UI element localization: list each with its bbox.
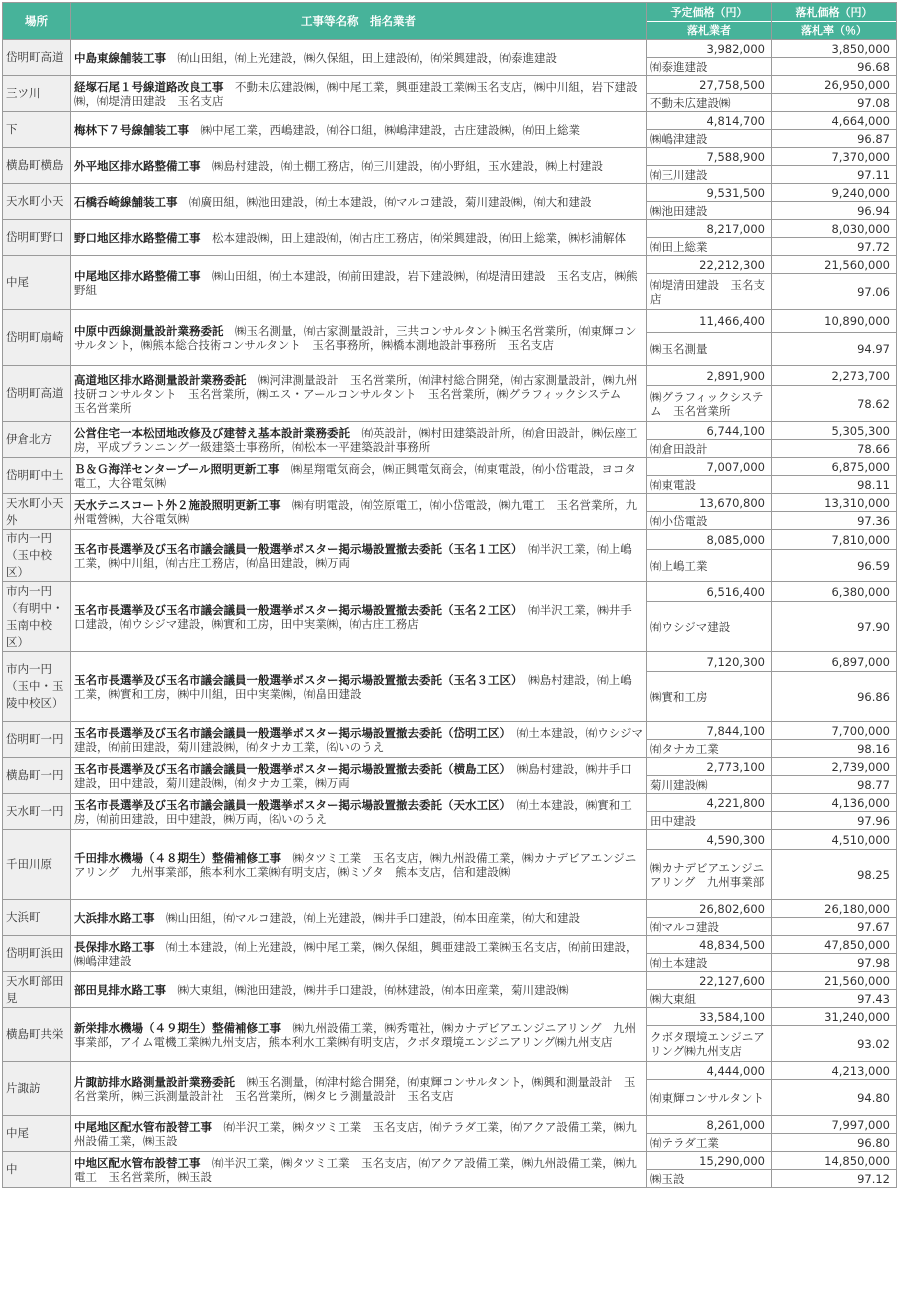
row-location: 市内一円（有明中・玉南中校区） — [3, 582, 71, 652]
planned-price: 27,758,500 — [647, 76, 772, 94]
winning-bidder: ㈲ウシジマ建設 — [647, 602, 772, 652]
project-title: 中尾地区配水管布設替工事 — [74, 1119, 212, 1134]
project-title: 玉名市長選挙及び玉名市議会議員一般選挙ポスター掲示場設置撤去委託（横島工区） — [74, 761, 506, 776]
row-location: 岱明町浜田 — [3, 936, 71, 972]
bidder-list: ㈱タツミ工業 玉名支店，㈱九州設備工業，㈱カナデビアエンジニアリング 九州事業部，熊本利水工業㈱有明支店，㈱ミゾタ 熊本支店，信和建設㈱ — [74, 850, 637, 879]
row-project — [71, 422, 647, 458]
table-row — [3, 758, 897, 776]
project-title-gap — [166, 983, 178, 997]
header-winning-price-rate — [772, 3, 897, 40]
winning-rate: 97.06 — [772, 274, 897, 310]
winning-rate: 98.16 — [772, 740, 897, 758]
bidder-list: ㈱島村建設，㈱井手口建設，田中建設，菊川建設㈱，㈲タナカ工業，㈱万両 — [74, 761, 632, 790]
project-title: 千田排水機場（４８期生）整備補修工事 — [74, 850, 281, 865]
winning-price: 5,305,300 — [772, 422, 897, 440]
row-project — [71, 1062, 647, 1116]
table-row — [3, 794, 897, 812]
project-title: 玉名市長選挙及び玉名市議会議員一般選挙ポスター掲示場設置撤去委託（玉名１工区） — [74, 541, 517, 556]
project-title-gap — [201, 269, 213, 283]
header-row — [3, 3, 897, 40]
winning-bidder: ㈲テラダ工業 — [647, 1134, 772, 1152]
table-row — [3, 900, 897, 918]
project-title: 部田見排水路工事 — [74, 982, 166, 997]
table-row — [3, 76, 897, 94]
winning-price: 4,213,000 — [772, 1062, 897, 1080]
planned-price: 13,670,800 — [647, 494, 772, 512]
row-location: 岱明町野口 — [3, 220, 71, 256]
winning-bidder: ㈲マルコ建設 — [647, 918, 772, 936]
table-row — [3, 1116, 897, 1134]
header-location: 場所 — [3, 3, 71, 40]
bidder-list: ㈱大東組，㈱池田建設，㈱井手口建設，㈲林建設，㈲本田産業，菊川建設㈱ — [177, 982, 569, 997]
bidder-list: ㈲土本建設，㈱實和工房，㈲前田建設，田中建設，㈱万両，㈴いのうえ — [74, 797, 632, 826]
row-location: 中尾 — [3, 1116, 71, 1152]
winning-price: 10,890,000 — [772, 310, 897, 333]
row-location: 千田川原 — [3, 830, 71, 900]
project-title: 玉名市長選挙及び玉名市議会議員一般選挙ポスター掲示場設置撤去委託（玉名３工区） — [74, 672, 517, 687]
project-title: 天水テニスコート外２施設照明更新工事 — [74, 497, 281, 512]
winning-bidder: ㈱嶋津建設 — [647, 130, 772, 148]
row-location: 天水町部田見 — [3, 972, 71, 1008]
table-row — [3, 652, 897, 672]
table-row — [3, 148, 897, 166]
row-location: 横島町共栄 — [3, 1008, 71, 1062]
project-title: 公営住宅一本松団地改修及び建替え基本設計業務委託 — [74, 425, 350, 440]
winning-price: 7,370,000 — [772, 148, 897, 166]
winning-rate: 94.97 — [772, 333, 897, 366]
header-planned-price: 予定価格（円） — [670, 5, 748, 19]
project-title: 玉名市長選挙及び玉名市議会議員一般選挙ポスター掲示場設置撤去委託（玉名２工区） — [74, 602, 517, 617]
winning-rate: 97.72 — [772, 238, 897, 256]
bidder-list: ㈱島村建設，㈲上嶋工業，㈱實和工房，㈱中川組，田中実業㈱，㈲畠田建設 — [74, 672, 632, 701]
bidder-list: ㈲半沢工業，㈱井手口建設，㈲ウシジマ建設，㈱實和工房，田中実業㈱，㈲古庄工務店 — [74, 602, 632, 631]
row-project — [71, 1008, 647, 1062]
bidder-list: ㈱玉名測量，㈲古家測量設計，三共コンサルタント㈱玉名営業所，㈲東輝コンサルタント，㈱熊本総合技術コンサルタント 玉名事務所，㈱橋本測地設計事務所 玉名支店 — [74, 323, 637, 352]
winning-bidder: ㈱グラフィックシステム 玉名営業所 — [647, 386, 772, 422]
project-title: 玉名市長選挙及び玉名市議会議員一般選挙ポスター掲示場設置撤去委託（天水工区） — [74, 797, 506, 812]
project-title-gap — [235, 1075, 247, 1089]
winning-rate: 97.08 — [772, 94, 897, 112]
project-title-gap — [224, 80, 236, 94]
project-title: 中地区配水管布設替工事 — [74, 1155, 201, 1170]
winning-bidder: ㈱玉設 — [647, 1170, 772, 1188]
winning-rate: 96.68 — [772, 58, 897, 76]
planned-price: 48,834,500 — [647, 936, 772, 954]
bidder-list: ㈲土本建設，㈲ウシジマ建設，㈲前田建設，菊川建設㈱，㈲タナカ工業，㈴いのうえ — [74, 725, 643, 754]
winning-price: 2,273,700 — [772, 366, 897, 386]
row-project — [71, 530, 647, 582]
row-project — [71, 1116, 647, 1152]
row-project — [71, 112, 647, 148]
row-project — [71, 1152, 647, 1188]
bidder-list: ㈲半沢工業，㈲上嶋工業，㈱中川組，㈲古庄工務店，㈲畠田建設，㈱万両 — [74, 541, 632, 570]
header-rate: 落札率（％） — [772, 21, 896, 39]
winning-rate: 98.25 — [772, 850, 897, 900]
winning-bidder: ㈲東輝コンサルタント — [647, 1080, 772, 1116]
row-project — [71, 256, 647, 310]
project-title: 新栄排水機場（４９期生）整備補修工事 — [74, 1020, 281, 1035]
row-project — [71, 758, 647, 794]
winning-rate: 97.98 — [772, 954, 897, 972]
winning-price: 13,310,000 — [772, 494, 897, 512]
project-title: 経塚石尾１号線道路改良工事 — [74, 79, 224, 94]
table-row — [3, 366, 897, 386]
row-project — [71, 722, 647, 758]
row-project — [71, 148, 647, 184]
row-project — [71, 220, 647, 256]
winning-price: 14,850,000 — [772, 1152, 897, 1170]
winning-rate: 96.86 — [772, 672, 897, 722]
winning-rate: 97.90 — [772, 602, 897, 652]
project-title-gap — [201, 159, 213, 173]
winning-price: 4,510,000 — [772, 830, 897, 850]
bidder-list: ㈱有明電設，㈲笠原電工，㈲小岱電設，㈱九電工 玉名営業所，九州電營㈱，大谷電気㈱ — [74, 497, 638, 526]
planned-price: 11,466,400 — [647, 310, 772, 333]
planned-price: 9,531,500 — [647, 184, 772, 202]
project-title: 石橋呑崎線舗装工事 — [74, 194, 178, 209]
bidder-list: ㈲土本建設，㈲上光建設，㈱中尾工業，㈱久保組，興亜建設工業㈱玉名支店，㈲前田建設，㈱嶋津建設 — [74, 939, 638, 968]
project-title: 梅林下７号線舗装工事 — [74, 122, 189, 137]
planned-price: 7,844,100 — [647, 722, 772, 740]
row-project — [71, 652, 647, 722]
winning-rate: 96.94 — [772, 202, 897, 220]
bidder-list: ㈲英設計，㈱村田建築設計所，㈲倉田設計，㈱伝座工房，平成プランニング一級建築士事務所，㈲松本一平建築設計事務所 — [74, 425, 638, 454]
table-row — [3, 422, 897, 440]
winning-price: 26,180,000 — [772, 900, 897, 918]
winning-price: 31,240,000 — [772, 1008, 897, 1026]
row-location: 岱明町高道 — [3, 366, 71, 422]
project-title-gap — [517, 603, 529, 617]
project-title-gap — [505, 726, 517, 740]
winning-bidder: ㈲土本建設 — [647, 954, 772, 972]
row-project — [71, 794, 647, 830]
row-location: 岱明町扇崎 — [3, 310, 71, 366]
winning-price: 8,030,000 — [772, 220, 897, 238]
table-row — [3, 1062, 897, 1080]
table-row — [3, 722, 897, 740]
winning-bidder: 田中建設 — [647, 812, 772, 830]
planned-price: 2,891,900 — [647, 366, 772, 386]
winning-bidder: ㈲泰進建設 — [647, 58, 772, 76]
bidder-list: ㈱山田組，㈲マルコ建設，㈲上光建設，㈱井手口建設，㈲本田産業，㈲大和建設 — [166, 910, 580, 925]
winning-price: 6,897,000 — [772, 652, 897, 672]
winning-bidder: クボタ環境エンジニアリング㈱九州支店 — [647, 1026, 772, 1062]
project-title-gap — [350, 426, 362, 440]
project-title-gap — [517, 673, 529, 687]
planned-price: 6,744,100 — [647, 422, 772, 440]
winning-price: 9,240,000 — [772, 184, 897, 202]
planned-price: 7,007,000 — [647, 458, 772, 476]
row-location: 横島町一円 — [3, 758, 71, 794]
winning-bidder: ㈲田上総業 — [647, 238, 772, 256]
bidder-list: ㈱中尾工業，西嶋建設，㈲谷口組，㈱嶋津建設，古庄建設㈱，㈲田上総業 — [200, 122, 580, 137]
winning-bidder: ㈱大東組 — [647, 990, 772, 1008]
winning-rate: 98.11 — [772, 476, 897, 494]
winning-price: 47,850,000 — [772, 936, 897, 954]
row-project — [71, 366, 647, 422]
table-row — [3, 936, 897, 954]
planned-price: 22,212,300 — [647, 256, 772, 274]
winning-price: 3,850,000 — [772, 40, 897, 58]
header-project-bidders: 工事等名称 指名業者 — [71, 3, 647, 40]
project-title: 中原中西線測量設計業務委託 — [74, 323, 224, 338]
planned-price: 8,217,000 — [647, 220, 772, 238]
winning-rate: 97.36 — [772, 512, 897, 530]
winning-bidder: ㈲倉田設計 — [647, 440, 772, 458]
row-project — [71, 582, 647, 652]
row-project — [71, 830, 647, 900]
project-title: 大浜排水路工事 — [74, 910, 155, 925]
planned-price: 2,773,100 — [647, 758, 772, 776]
winning-bidder: ㈱玉名測量 — [647, 333, 772, 366]
winning-bidder: ㈲堤清田建設 玉名支店 — [647, 274, 772, 310]
row-project — [71, 936, 647, 972]
project-title-gap — [189, 123, 201, 137]
project-title-gap — [281, 498, 293, 512]
row-location: 中尾 — [3, 256, 71, 310]
row-location: 岱明町中土 — [3, 458, 71, 494]
winning-bidder: 不動未広建設㈱ — [647, 94, 772, 112]
table-row — [3, 256, 897, 274]
bidder-list: ㈱島村建設，㈲土棚工務店，㈲三川建設，㈲小野組，玉水建設，㈱上村建設 — [212, 158, 603, 173]
bidder-list: ㈲山田組，㈲上光建設，㈱久保組，田上建設㈲，㈲栄興建設，㈲泰進建設 — [177, 50, 557, 65]
row-location: 大浜町 — [3, 900, 71, 936]
table-row — [3, 494, 897, 512]
row-location: 岱明町一円 — [3, 722, 71, 758]
planned-price: 7,120,300 — [647, 652, 772, 672]
winning-rate: 78.62 — [772, 386, 897, 422]
winning-bidder: ㈲小岱電設 — [647, 512, 772, 530]
table-row — [3, 220, 897, 238]
row-location: 下 — [3, 112, 71, 148]
table-row — [3, 830, 897, 850]
table-row — [3, 184, 897, 202]
winning-bidder: ㈱池田建設 — [647, 202, 772, 220]
planned-price: 4,444,000 — [647, 1062, 772, 1080]
bidder-list: ㈱山田組，㈲土本建設，㈲前田建設，岩下建設㈱，㈲堤清田建設 玉名支店，㈱熊野組 — [74, 268, 638, 297]
winning-rate: 97.96 — [772, 812, 897, 830]
row-location: 天水町小天外 — [3, 494, 71, 530]
winning-bidder: 菊川建設㈱ — [647, 776, 772, 794]
winning-rate: 96.87 — [772, 130, 897, 148]
project-title: 中尾地区排水路整備工事 — [74, 268, 201, 283]
project-title-gap — [279, 462, 291, 476]
row-location: 天水町小天 — [3, 184, 71, 220]
project-title-gap — [155, 940, 167, 954]
project-title: 玉名市長選挙及び玉名市議会議員一般選挙ポスター掲示場設置撤去委託（岱明工区） — [74, 725, 506, 740]
planned-price: 4,814,700 — [647, 112, 772, 130]
planned-price: 8,085,000 — [647, 530, 772, 550]
planned-price: 8,261,000 — [647, 1116, 772, 1134]
project-title-gap — [247, 373, 259, 387]
bid-results-table — [2, 2, 897, 1188]
project-title-gap — [212, 1120, 224, 1134]
winning-price: 2,739,000 — [772, 758, 897, 776]
row-project — [71, 458, 647, 494]
bidder-list: ㈲廣田組，㈱池田建設，㈲土本建設，㈲マルコ建設，菊川建設㈱，㈲大和建設 — [189, 194, 592, 209]
project-title: 片諏訪排水路測量設計業務委託 — [74, 1074, 235, 1089]
winning-price: 6,380,000 — [772, 582, 897, 602]
project-title: 野口地区排水路整備工事 — [74, 230, 201, 245]
winning-rate: 97.43 — [772, 990, 897, 1008]
row-project — [71, 494, 647, 530]
row-location: 伊倉北方 — [3, 422, 71, 458]
winning-price: 4,664,000 — [772, 112, 897, 130]
row-location: 岱明町高道 — [3, 40, 71, 76]
winning-bidder: ㈱實和工房 — [647, 672, 772, 722]
planned-price: 7,588,900 — [647, 148, 772, 166]
winning-price: 6,875,000 — [772, 458, 897, 476]
project-title: 外平地区排水路整備工事 — [74, 158, 201, 173]
row-project — [71, 40, 647, 76]
table-row — [3, 1008, 897, 1026]
winning-rate: 94.80 — [772, 1080, 897, 1116]
planned-price: 33,584,100 — [647, 1008, 772, 1026]
winning-bidder: ㈱カナデビアエンジニアリング 九州事業部 — [647, 850, 772, 900]
project-title: 長保排水路工事 — [74, 939, 155, 954]
winning-rate: 97.11 — [772, 166, 897, 184]
table-row — [3, 582, 897, 602]
bidder-list: ㈲半沢工業，㈱タツミ工業 玉名支店，㈲アクア設備工業，㈱九州設備工業，㈱九電工 玉名営業所，㈱玉設 — [74, 1155, 637, 1184]
project-title-gap — [178, 195, 190, 209]
winning-price: 26,950,000 — [772, 76, 897, 94]
project-title: Ｂ＆Ｇ海洋センタープール照明更新工事 — [74, 461, 280, 476]
table-row — [3, 310, 897, 333]
winning-rate: 97.12 — [772, 1170, 897, 1188]
winning-price: 21,560,000 — [772, 256, 897, 274]
table-row — [3, 458, 897, 476]
planned-price: 4,590,300 — [647, 830, 772, 850]
header-winning-price: 落札価格（円） — [795, 5, 873, 19]
winning-rate: 96.59 — [772, 550, 897, 582]
planned-price: 26,802,600 — [647, 900, 772, 918]
row-location: 横島町横島 — [3, 148, 71, 184]
row-location: 三ツ川 — [3, 76, 71, 112]
row-location: 市内一円（玉中・玉陵中校区） — [3, 652, 71, 722]
planned-price: 4,221,800 — [647, 794, 772, 812]
project-title: 中島東線舗装工事 — [74, 50, 166, 65]
bidder-list: ㈱河津測量設計 玉名営業所，㈲津村総合開発，㈲古家測量設計，㈱九州技研コンサルタント 玉名営業所，㈱エス・アールコンサルタント 玉名営業所，㈱グラフィックシステム 玉名営業所 — [74, 372, 638, 415]
project-title-gap — [201, 231, 213, 245]
winning-price: 7,810,000 — [772, 530, 897, 550]
project-title-gap — [166, 51, 178, 65]
table-row — [3, 1152, 897, 1170]
header-price-winner — [647, 3, 772, 40]
row-location: 天水町一円 — [3, 794, 71, 830]
project-title-gap — [505, 762, 517, 776]
project-title-gap — [281, 851, 293, 865]
project-title-gap — [155, 911, 167, 925]
winning-rate: 96.80 — [772, 1134, 897, 1152]
row-project — [71, 76, 647, 112]
winning-rate: 98.77 — [772, 776, 897, 794]
row-project — [71, 900, 647, 936]
row-project — [71, 184, 647, 220]
planned-price: 15,290,000 — [647, 1152, 772, 1170]
planned-price: 6,516,400 — [647, 582, 772, 602]
winning-bidder: ㈲東電設 — [647, 476, 772, 494]
bidder-list: ㈱九州設備工業，㈱秀電社，㈱カナデビアエンジニアリング 九州事業部，アイム電機工業㈱九州支店，熊本利水工業㈱有明支店，クボタ環境エンジニアリング㈱九州支店 — [74, 1020, 636, 1049]
project-title: 高道地区排水路測量設計業務委託 — [74, 372, 247, 387]
winning-bidder: ㈲上嶋工業 — [647, 550, 772, 582]
winning-rate: 78.66 — [772, 440, 897, 458]
winning-bidder: ㈲三川建設 — [647, 166, 772, 184]
table-row — [3, 40, 897, 58]
row-location: 片諏訪 — [3, 1062, 71, 1116]
project-title-gap — [505, 798, 517, 812]
project-title-gap — [224, 324, 236, 338]
planned-price: 3,982,000 — [647, 40, 772, 58]
winning-price: 21,560,000 — [772, 972, 897, 990]
table-row — [3, 530, 897, 550]
bidder-list: ㈱星翔電気商会，㈱正興電気商会，㈲東電設，㈲小岱電設，ヨコタ電工，大谷電気㈱ — [74, 461, 636, 490]
project-title-gap — [517, 542, 529, 556]
bidder-list: 不動未広建設㈱，㈱中尾工業，興亜建設工業㈱玉名支店，㈱中川組，岩下建設㈱，㈲堤清田建設 玉名支店 — [74, 79, 638, 108]
winning-price: 7,700,000 — [772, 722, 897, 740]
winning-rate: 93.02 — [772, 1026, 897, 1062]
bidder-list: 松本建設㈱，田上建設㈲，㈲古庄工務店，㈲栄興建設，㈲田上総業，㈱杉浦解体 — [212, 230, 626, 245]
winning-price: 4,136,000 — [772, 794, 897, 812]
bidder-list: ㈲半沢工業，㈱タツミ工業 玉名支店，㈲テラダ工業，㈲アクア設備工業，㈱九州設備工業，㈱玉設 — [74, 1119, 637, 1148]
winning-price: 7,997,000 — [772, 1116, 897, 1134]
header-winner: 落札業者 — [647, 21, 771, 39]
winning-bidder: ㈲タナカ工業 — [647, 740, 772, 758]
winning-rate: 97.67 — [772, 918, 897, 936]
project-title-gap — [201, 1156, 213, 1170]
row-location: 市内一円（玉中校区） — [3, 530, 71, 582]
table-row — [3, 112, 897, 130]
row-project — [71, 972, 647, 1008]
bidder-list: ㈱玉名測量，㈲津村総合開発，㈲東輝コンサルタント，㈱興和測量設計 玉名営業所，㈱三浜測量設計社 玉名営業所，㈱タヒラ測量設計 玉名支店 — [74, 1074, 636, 1103]
project-title-gap — [281, 1021, 293, 1035]
row-location: 中 — [3, 1152, 71, 1188]
table-row — [3, 972, 897, 990]
planned-price: 22,127,600 — [647, 972, 772, 990]
row-project — [71, 310, 647, 366]
